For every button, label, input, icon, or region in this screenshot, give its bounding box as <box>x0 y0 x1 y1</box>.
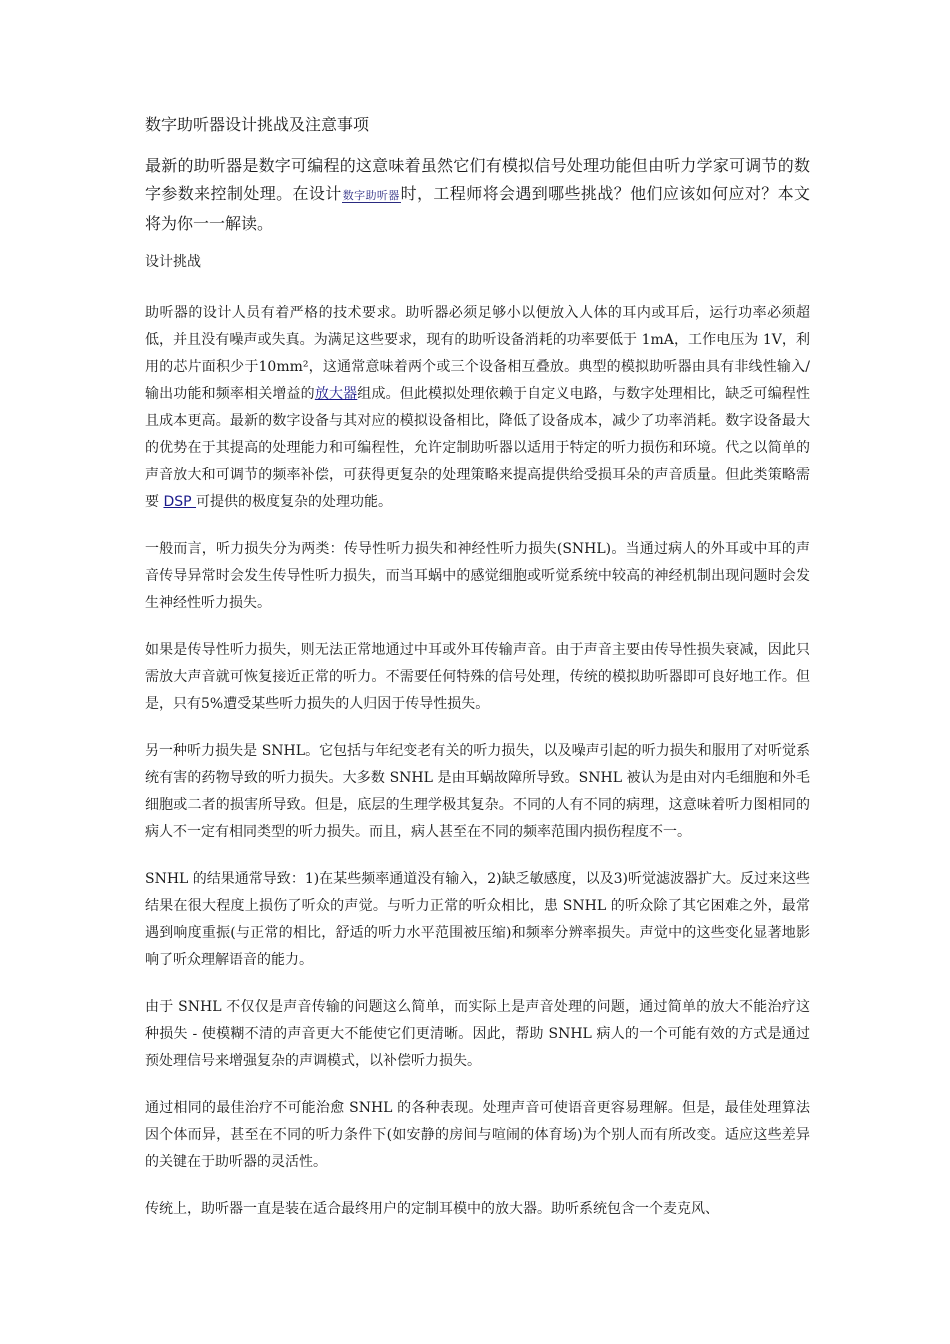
paragraph-5: SNHL 的结果通常导致：1)在某些频率通道没有输入，2)缺乏敏感度，以及3)听觉滤波器扩大。反过来这些结果在很大程度上损伤了听众的声觉。与听力正常的听众相比，患 SNHL 的听众除了其它困难之外，最常遇到响度重振(与正常的相比，舒适的听力水平范围被压缩)和频率分辨率损失。声觉中的这些变化显著地影响了听众理解语音的能力。 <box>145 871 810 968</box>
paragraph-1-text-3: 可提供的极度复杂的处理功能。 <box>196 494 393 510</box>
intro-paragraph <box>145 152 810 238</box>
paragraph-1-text-1: 助听器的设计人员有着严格的技术要求。助听器必须足够小以便放入人体的耳内或耳后，运行功率必须超低，并且没有噪声或失真。为满足这些要求，现有的助听设备消耗的功率要低于 1mA，工作电压为 1V，利用的芯片面积少于10mm²，这通常意味着两个或三个设备相互叠放。典型的模拟助听器由具有非线性输入/输出功能和频率相关增益的 <box>145 305 810 402</box>
dsp-link[interactable]: DSP <box>163 494 197 510</box>
paragraph-4: 另一种听力损失是 SNHL。它包括与年纪变老有关的听力损失，以及噪声引起的听力损失和服用了对听觉系统有害的药物导致的听力损失。大多数 SNHL 是由耳蜗故障所导致。SNHL 被认为是由对内毛细胞和外毛细胞或二者的损害所导致。但是，底层的生理学极其复杂。不同的人有不同的病理，这意味着听力图相同的病人不一定有相同类型的听力损失。而且，病人甚至在不同的频率范围内损伤程度不一。 <box>145 743 810 840</box>
amplifier-link[interactable]: 放大器 <box>314 386 358 402</box>
paragraph-3: 如果是传导性听力损失，则无法正常地通过中耳或外耳传输声音。由于声音主要由传导性损失衰减，因此只需放大声音就可恢复接近正常的听力。不需要任何特殊的信号处理，传统的模拟助听器即可良好地工作。但是，只有5%遭受某些听力损失的人归因于传导性损失。 <box>145 642 810 712</box>
paragraph-1-text-2: 组成。但此模拟处理依赖于自定义电路，与数字处理相比，缺乏可编程性且成本更高。最新的数字设备与其对应的模拟设备相比，降低了设备成本，减少了功率消耗。数字设备最大的优势在于其提高的处理能力和可编程性，允许定制助听器以适用于特定的听力损伤和环境。代之以简单的声音放大和可调节的频率补偿，可获得更复杂的处理策略来提高提供给受损耳朵的声音质量。但此类策略需要 <box>145 386 811 510</box>
intro-text-1: 最新的助听器是数字可编程的这意味着虽然它们有模拟信号处理功能但由听力学家可调节的数字参数来控制处理。在设计 <box>145 156 810 203</box>
document-page <box>145 112 810 1243</box>
paragraph-7: 通过相同的最佳治疗不可能治愈 SNHL 的各种表现。处理声音可使语音更容易理解。但是，最佳处理算法因个体而异，甚至在不同的听力条件下(如安静的房间与喧闹的体育场)为个别人而有所改变。适应这些差异的关键在于助听器的灵活性。 <box>145 1100 810 1170</box>
paragraph-6: 由于 SNHL 不仅仅是声音传输的问题这么简单，而实际上是声音处理的问题，通过简单的放大不能治疗这种损失 - 使模糊不清的声音更大不能使它们更清晰。因此，帮助 SNHL 病人的一个可能有效的方式是通过预处理信号来增强复杂的声调模式，以补偿听力损失。 <box>145 999 810 1069</box>
section-heading: 设计挑战 <box>145 254 201 270</box>
paragraph-1 <box>145 300 810 516</box>
paragraph-8: 传统上，助听器一直是装在适合最终用户的定制耳模中的放大器。助听系统包含一个麦克风、 <box>145 1201 719 1217</box>
intro-text-2: 时，工程师将会遇到哪些挑战？他们应该如何应对？本文将为你一一解读。 <box>145 184 810 233</box>
document-title: 数字助听器设计挑战及注意事项 <box>145 115 370 134</box>
digital-hearing-aid-link[interactable]: 数字助听器 <box>342 189 400 202</box>
paragraph-2: 一般而言，听力损失分为两类：传导性听力损失和神经性听力损失(SNHL)。当通过病人的外耳或中耳的声音传导异常时会发生传导性听力损失，而当耳蜗中的感觉细胞或听觉系统中较高的神经机制出现问题时会发生神经性听力损失。 <box>145 541 810 611</box>
